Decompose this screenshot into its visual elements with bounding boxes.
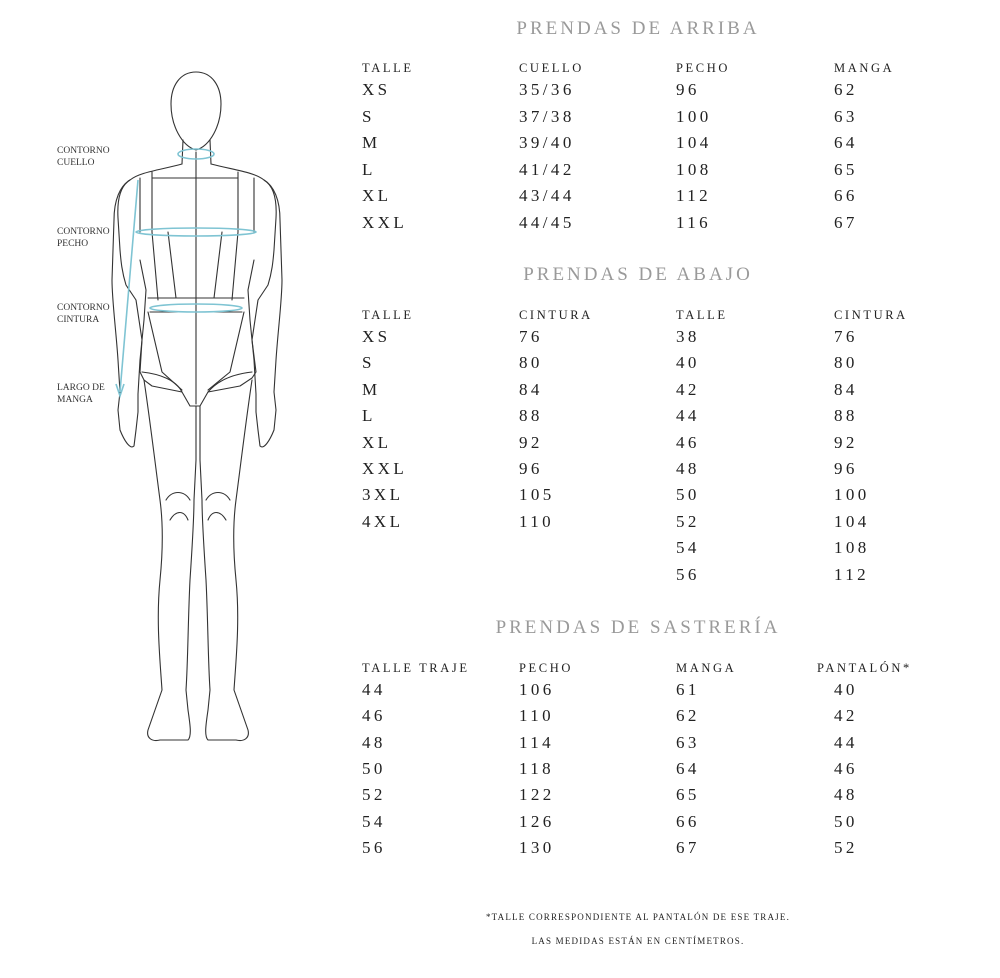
cell-abajo-r5-c4: 92 <box>834 432 858 452</box>
cell-abajo-r6-c2: 96 <box>519 459 543 478</box>
cell-arriba-r1-c1: XS <box>362 80 391 99</box>
cell-abajo-r4-c3: 44 <box>676 406 700 426</box>
header-sastreria-col4: PANTALÓN* <box>817 661 912 675</box>
cell-arriba-r4-c3: 108 <box>676 159 712 179</box>
left-arm-outline <box>112 180 146 447</box>
cell-abajo-r6-c1: XXL <box>362 459 408 478</box>
cell-arriba-r4-c4: 65 <box>834 159 858 179</box>
header-abajo-col4: CINTURA <box>834 308 908 322</box>
cell-arriba-r2-c3: 100 <box>676 106 712 126</box>
header-arriba-col1: TALLE <box>362 61 414 75</box>
cell-abajo-r7-c4: 100 <box>834 485 870 505</box>
title-prendas-de-arriba: PRENDAS DE ARRIBA <box>516 18 760 39</box>
cell-sastreria-r2-c4: 42 <box>834 706 858 726</box>
cell-sastreria-r7-c2: 130 <box>519 837 555 857</box>
cell-sastreria-r1-c4: 40 <box>834 680 858 699</box>
cell-sastreria-r5-c3: 65 <box>676 785 700 805</box>
label-neck-contour: CONTORNO CUELLO <box>57 146 110 168</box>
cell-arriba-r5-c1: XL <box>362 186 392 206</box>
cell-abajo-r9-c4: 108 <box>834 538 870 558</box>
cell-arriba-r6-c4: 67 <box>834 213 858 232</box>
header-arriba-col3: PECHO <box>676 61 730 75</box>
cell-abajo-r6-c3: 48 <box>676 459 700 478</box>
cell-abajo-r9-c3: 54 <box>676 538 700 558</box>
cell-abajo-r3-c3: 42 <box>676 379 700 399</box>
label-sleeve-length: LARGO DE MANGA <box>57 383 105 405</box>
cell-arriba-r4-c2: 41/42 <box>519 159 575 179</box>
cell-arriba-r2-c2: 37/38 <box>519 106 575 126</box>
cell-sastreria-r4-c3: 64 <box>676 758 700 778</box>
head-outline <box>171 72 221 150</box>
cell-abajo-r10-c3: 56 <box>676 564 700 584</box>
cell-sastreria-r1-c2: 106 <box>519 680 555 699</box>
cell-arriba-r6-c3: 116 <box>676 213 712 232</box>
cell-abajo-r1-c2: 76 <box>519 327 543 346</box>
cell-arriba-r3-c1: M <box>362 133 381 153</box>
cell-abajo-r5-c3: 46 <box>676 432 700 452</box>
cell-sastreria-r4-c2: 118 <box>519 758 555 778</box>
right-arm-outline <box>248 180 282 447</box>
cell-abajo-r4-c4: 88 <box>834 406 858 426</box>
torso-outline <box>118 164 276 406</box>
cell-arriba-r1-c3: 96 <box>676 80 700 99</box>
header-abajo-col3: TALLE <box>676 308 728 322</box>
cell-sastreria-r7-c3: 67 <box>676 837 700 857</box>
cell-abajo-r7-c3: 50 <box>676 485 700 505</box>
cell-abajo-r7-c2: 105 <box>519 485 555 505</box>
header-sastreria-col3: MANGA <box>676 661 737 675</box>
cell-sastreria-r6-c1: 54 <box>362 811 386 831</box>
cell-arriba-r3-c2: 39/40 <box>519 133 575 153</box>
footnote-pantalon: *TALLE CORRESPONDIENTE AL PANTALÓN DE ESE TRAJE. <box>485 912 791 922</box>
cell-abajo-r2-c2: 80 <box>519 353 543 373</box>
cell-sastreria-r5-c4: 48 <box>834 785 858 805</box>
cell-arriba-r3-c3: 104 <box>676 133 712 153</box>
cell-abajo-r5-c2: 92 <box>519 432 543 452</box>
cell-abajo-r1-c3: 38 <box>676 327 700 346</box>
cell-sastreria-r1-c1: 44 <box>362 680 386 699</box>
cell-sastreria-r3-c1: 48 <box>362 732 386 752</box>
cell-abajo-r2-c4: 80 <box>834 353 858 373</box>
cell-abajo-r8-c4: 104 <box>834 511 870 531</box>
cell-sastreria-r1-c3: 61 <box>676 680 700 699</box>
cell-sastreria-r3-c4: 44 <box>834 732 858 752</box>
cell-abajo-r8-c1: 4XL <box>362 511 404 531</box>
cell-sastreria-r3-c3: 63 <box>676 732 700 752</box>
cell-abajo-r1-c1: XS <box>362 327 391 346</box>
cell-abajo-r5-c1: XL <box>362 432 392 452</box>
header-sastreria-col1: TALLE TRAJE <box>362 661 470 675</box>
cell-arriba-r5-c2: 43/44 <box>519 186 575 206</box>
cell-abajo-r1-c4: 76 <box>834 327 858 346</box>
cell-abajo-r2-c1: S <box>362 353 375 373</box>
cell-arriba-r5-c3: 112 <box>676 186 712 206</box>
cell-sastreria-r2-c2: 110 <box>519 706 555 726</box>
cell-arriba-r6-c1: XXL <box>362 213 408 232</box>
body-figure-illustration <box>0 0 340 760</box>
cell-abajo-r4-c1: L <box>362 406 376 426</box>
right-leg-outline <box>200 380 252 741</box>
left-leg-outline <box>144 380 196 741</box>
cell-sastreria-r6-c2: 126 <box>519 811 555 831</box>
cell-abajo-r8-c3: 52 <box>676 511 700 531</box>
cell-abajo-r3-c1: M <box>362 379 381 399</box>
cell-arriba-r4-c1: L <box>362 159 376 179</box>
cell-sastreria-r6-c3: 66 <box>676 811 700 831</box>
cell-abajo-r6-c4: 96 <box>834 459 858 478</box>
title-prendas-de-sastreria: PRENDAS DE SASTRERÍA <box>495 617 781 638</box>
cell-abajo-r2-c3: 40 <box>676 353 700 373</box>
cell-arriba-r6-c2: 44/45 <box>519 213 575 232</box>
cell-sastreria-r7-c4: 52 <box>834 837 858 857</box>
cell-sastreria-r2-c3: 62 <box>676 706 700 726</box>
sleeve-measure-line <box>120 180 138 392</box>
header-arriba-col4: MANGA <box>834 61 895 75</box>
cell-abajo-r3-c4: 84 <box>834 379 858 399</box>
title-prendas-de-abajo: PRENDAS DE ABAJO <box>523 264 753 285</box>
cell-sastreria-r3-c2: 114 <box>519 732 555 752</box>
cell-sastreria-r5-c2: 122 <box>519 785 555 805</box>
cell-abajo-r10-c4: 112 <box>834 564 870 584</box>
cell-sastreria-r4-c1: 50 <box>362 758 386 778</box>
cell-sastreria-r6-c4: 50 <box>834 811 858 831</box>
cell-abajo-r7-c1: 3XL <box>362 485 404 505</box>
cell-sastreria-r7-c1: 56 <box>362 837 386 857</box>
cell-arriba-r2-c1: S <box>362 106 375 126</box>
cell-arriba-r3-c4: 64 <box>834 133 858 153</box>
cell-sastreria-r5-c1: 52 <box>362 785 386 805</box>
label-chest-contour: CONTORNO PECHO <box>57 227 110 249</box>
header-abajo-col1: TALLE <box>362 308 414 322</box>
cell-arriba-r5-c4: 66 <box>834 186 858 206</box>
cell-arriba-r1-c2: 35/36 <box>519 80 575 99</box>
footnote-units: LAS MEDIDAS ESTÁN EN CENTÍMETROS. <box>531 936 745 946</box>
cell-abajo-r4-c2: 88 <box>519 406 543 426</box>
header-sastreria-col2: PECHO <box>519 661 573 675</box>
header-arriba-col2: CUELLO <box>519 61 584 75</box>
cell-abajo-r8-c2: 110 <box>519 511 555 531</box>
cell-arriba-r1-c4: 62 <box>834 80 858 99</box>
cell-arriba-r2-c4: 63 <box>834 106 858 126</box>
cell-abajo-r3-c2: 84 <box>519 379 543 399</box>
label-waist-contour: CONTORNO CINTURA <box>57 303 110 325</box>
header-abajo-col2: CINTURA <box>519 308 593 322</box>
cell-sastreria-r2-c1: 46 <box>362 706 386 726</box>
cell-sastreria-r4-c4: 46 <box>834 758 858 778</box>
